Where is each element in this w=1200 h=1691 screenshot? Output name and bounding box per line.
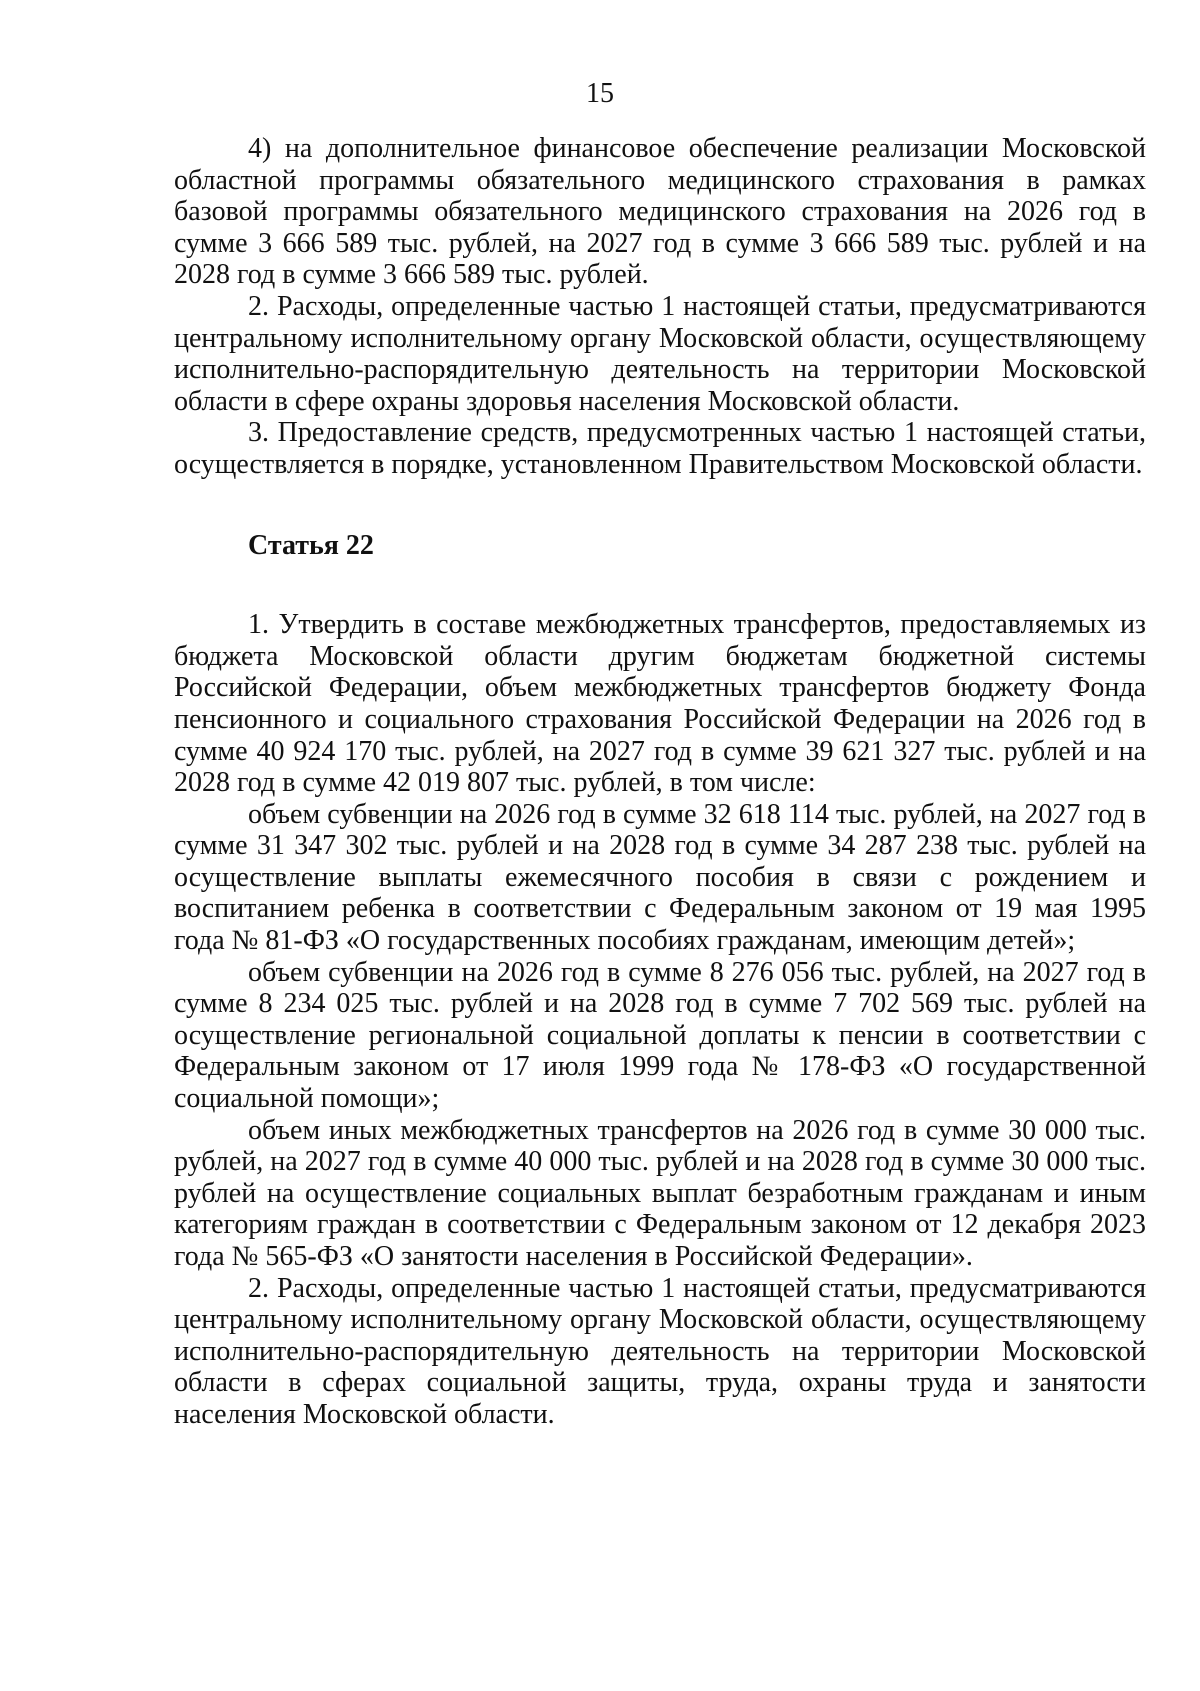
article-paragraph-2: 2. Расходы, определенные частью 1 настоящей статьи, предусматриваются центральному исполнительному органу Московской области, осуществляющему исполнительно-распорядительную деятельность на территории Московской области в сферах социальной защиты, труда, охраны труда и занятости населения Московской области. [174, 1272, 1146, 1430]
page-number: 15 [586, 78, 614, 109]
article-paragraph-1: 1. Утвердить в составе межбюджетных трансфертов, предоставляемых из бюджета Московской области другим бюджетам бюджетной системы Российской Федерации, объем межбюджетных трансфертов бюджету Фонда пенсионного и социального страхования Российской Федерации на 2026 год в сумме 40 924 170 тыс. рублей, на 2027 год в сумме 39 621 327 тыс. рублей и на 2028 год в сумме 42 019 807 тыс. рублей, в том числе: [174, 609, 1146, 799]
article-paragraph-other-transfers: объем иных межбюджетных трансфертов на 2026 год в сумме 30 000 тыс. рублей, на 2027 год в сумме 40 000 тыс. рублей и на 2028 год в сумме 30 000 тыс. рублей на осуществление социальных выплат безработным гражданам и иным категориям граждан в соответствии с Федеральным законом от 12 декабря 2023 года № 565-ФЗ «О занятости населения в Российской Федерации». [174, 1114, 1146, 1272]
paragraph-part-2: 2. Расходы, определенные частью 1 настоящей статьи, предусматриваются центральному исполнительному органу Московской области, осуществляющему исполнительно-распорядительную деятельность на территории Московской области в сфере охраны здоровья населения Московской области. [174, 290, 1146, 417]
article-paragraph-subvention-1: объем субвенции на 2026 год в сумме 32 618 114 тыс. рублей, на 2027 год в сумме 31 347 302 тыс. рублей и на 2028 год в сумме 34 287 238 тыс. рублей на осуществление выплаты ежемесячного пособия в связи с рождением и воспитанием ребенка в соответствии с Федеральным законом от 19 мая 1995 года № 81-ФЗ «О государственных пособиях гражданам, имеющим детей»; [174, 798, 1146, 957]
document-body [174, 133, 1146, 1431]
paragraph-item-4: 4) на дополнительное финансовое обеспечение реализации Московской областной программы обязательного медицинского страхования в рамках базовой программы обязательного медицинского страхования на 2026 год в сумме 3 666 589 тыс. рублей, на 2027 год в сумме 3 666 589 тыс. рублей и на 2028 год в сумме 3 666 589 тыс. рублей. [174, 133, 1146, 291]
paragraph-part-3: 3. Предоставление средств, предусмотренных частью 1 настоящей статьи, осуществляется в порядке, установленном Правительством Московской области. [174, 417, 1146, 480]
article-paragraph-subvention-2: объем субвенции на 2026 год в сумме 8 276 056 тыс. рублей, на 2027 год в сумме 8 234 025 тыс. рублей и на 2028 год в сумме 7 702 569 тыс. рублей на осуществление региональной социальной доплаты к пенсии в соответствии с Федеральным законом от 17 июля 1999 года № 178-ФЗ «О государственной социальной помощи»; [174, 956, 1146, 1115]
article-heading: Статья 22 [248, 529, 374, 561]
